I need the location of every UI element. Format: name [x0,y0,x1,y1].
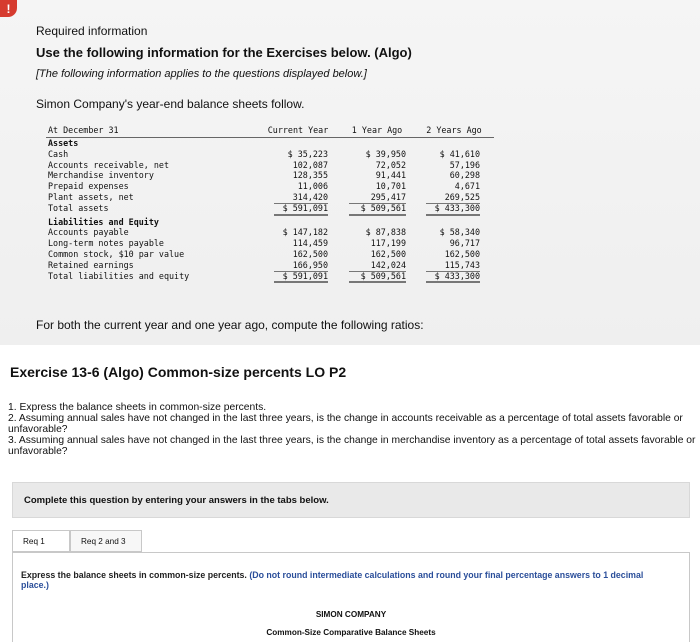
col-header-date: At December 31 [48,125,119,135]
cell-2yr: 57,196 [449,159,480,170]
required-info-heading: Required information [36,24,148,38]
cell-current: 114,459 [292,238,328,249]
tab-req-1[interactable]: Req 1 [12,530,70,552]
total-liabilities-row [46,271,494,282]
cell-2yr: 60,298 [449,170,480,181]
row-label: Accounts payable [48,227,129,238]
cell-current: $ 591,091 [274,203,328,216]
cell-current: $ 591,091 [274,271,328,284]
row-label: Common stock, $10 par value [48,248,185,259]
cell-1yr: $ 87,838 [365,227,406,238]
question-2: 2. Assuming annual sales have not changed in the last three years, is the change in accounts receivable as a percentage of total assets favorable or unfavorable? [8,413,683,435]
cell-2yr: $ 58,340 [439,227,480,238]
sheet-company: SIMON COMPANY [315,610,387,619]
row-label: Total assets [48,202,109,213]
tab-content [12,552,690,642]
cell-1yr: 117,199 [370,238,406,249]
cell-2yr: 96,717 [449,238,480,249]
table-row [46,149,494,160]
liabilities-heading-label: Liabilities and Equity [48,216,159,227]
cell-current: 162,500 [292,248,328,259]
row-label: Prepaid expenses [48,181,129,192]
balance-sheet-table [46,123,494,281]
cell-1yr: 72,052 [375,159,406,170]
total-assets-row [46,203,494,214]
cell-2yr: 115,743 [426,260,480,272]
cell-current: 128,355 [292,170,328,181]
alert-icon: ! [0,0,17,17]
assets-heading [46,138,494,149]
cell-1yr: $ 39,950 [365,148,406,159]
cell-1yr: 91,441 [375,170,406,181]
col-header-1yr: 1 Year Ago [351,125,403,135]
instruction-note: (Do not round intermediate calculations and round your final percentage answers to 1 decimal place.) [21,570,644,590]
intro-text: Simon Company's year-end balance sheets follow. [36,97,305,111]
cell-2yr: 269,525 [426,192,480,204]
row-label: Retained earnings [48,259,134,270]
instruction-main: Express the balance sheets in common-size percents. [21,570,247,580]
row-label: Long-term notes payable [48,238,164,249]
cell-2yr: $ 41,610 [439,148,480,159]
assets-heading-label: Assets [48,138,79,148]
question-1: 1. Express the balance sheets in common-size percents. [8,402,267,413]
cell-2yr: 162,500 [444,248,480,259]
table-row [46,160,494,171]
cell-current: 11,006 [297,181,328,192]
instruction [21,571,671,590]
cell-2yr: 4,671 [454,181,480,192]
question-list [8,402,698,457]
cell-2yr: $ 433,300 [426,203,480,216]
cell-current: $ 147,182 [282,227,328,238]
complete-banner [12,482,690,518]
cell-1yr: 162,500 [370,248,406,259]
table-row [46,227,494,238]
tab-req-2-and-3[interactable]: Req 2 and 3 [70,530,142,552]
cell-2yr: $ 433,300 [426,271,480,284]
table-row [46,170,494,181]
compute-instruction: For both the current year and one year ago, compute the following ratios: [36,318,424,332]
row-label: Merchandise inventory [48,170,154,181]
complete-text: Complete this question by entering your answers in the tabs below. [24,495,329,506]
col-header-2yr: 2 Years Ago [426,125,482,135]
cell-1yr: 10,701 [375,181,406,192]
row-label: Plant assets, net [48,191,134,202]
liabilities-heading [46,217,494,228]
col-header-current: Current Year [267,125,329,135]
cell-current: 102,087 [292,159,328,170]
table-row [46,260,494,271]
cell-current: 166,950 [274,260,328,272]
cell-current: 314,420 [274,192,328,204]
table-row [46,249,494,260]
exercise-title: Exercise 13-6 (Algo) Common-size percents LO P2 [10,364,347,380]
cell-1yr: 142,024 [349,260,406,272]
table-row [46,192,494,203]
cell-1yr: $ 509,561 [349,203,406,216]
question-3: 3. Assuming annual sales have not changed in the last three years, is the change in merchandise inventory as a percentage of total assets favorable or unfavorable? [8,435,696,457]
cell-current: $ 35,223 [287,148,328,159]
row-label: Total liabilities and equity [48,270,190,281]
row-label: Accounts receivable, net [48,159,170,170]
cell-1yr: $ 509,561 [349,271,406,284]
table-row [46,181,494,192]
use-info-heading: Use the following information for the Exercises below. (Algo) [36,45,412,60]
row-label: Cash [48,148,69,159]
sheet-title: Common-Size Comparative Balance Sheets [266,628,436,637]
table-row [46,238,494,249]
info-note: [The following information applies to the questions displayed below.] [36,68,367,80]
cell-1yr: 295,417 [349,192,406,204]
table-header-row [46,123,494,138]
